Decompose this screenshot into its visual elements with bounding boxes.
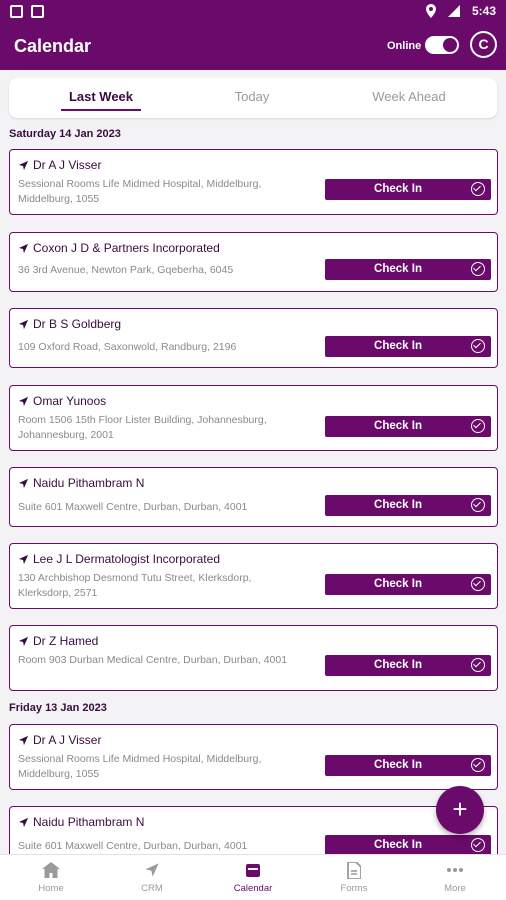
- check-circle-icon: [471, 498, 485, 512]
- location-icon: [426, 4, 436, 18]
- check-in-label: Check In: [374, 839, 422, 851]
- navigation-icon: [18, 735, 29, 746]
- image-notification-icon: [10, 5, 23, 18]
- check-in-label: Check In: [374, 659, 422, 671]
- navigation-icon: [18, 319, 29, 330]
- appointment-name: Dr A J Visser: [33, 733, 102, 747]
- check-in-button[interactable]: [325, 259, 491, 280]
- online-label: Online: [387, 40, 422, 52]
- appointment-address: 130 Archbishop Desmond Tutu Street, Klerksdorp, Klerksdorp, 2571: [18, 572, 252, 599]
- check-circle-icon: [471, 577, 485, 591]
- toggle-knob: [443, 38, 457, 52]
- home-icon: [42, 862, 60, 878]
- nav-label: More: [444, 883, 466, 894]
- appointment-card[interactable]: [9, 149, 498, 215]
- appointment-address: Suite 601 Maxwell Centre, Durban, Durban, 4001: [18, 840, 248, 852]
- status-time: 5:43: [471, 4, 496, 18]
- nav-label: CRM: [141, 883, 163, 894]
- appointment-card[interactable]: [9, 806, 498, 854]
- appointment-address: 109 Oxford Road, Saxonwold, Randburg, 2196: [18, 341, 237, 353]
- day-header: Friday 13 Jan 2023: [9, 702, 107, 714]
- appointment-address: Sessional Rooms Life Midmed Hospital, Middelburg, Middelburg, 1055: [18, 753, 262, 780]
- navigation-icon: [18, 554, 29, 565]
- check-in-button[interactable]: [325, 179, 491, 200]
- check-in-label: Check In: [374, 263, 422, 275]
- bottom-nav: [0, 854, 506, 900]
- check-in-label: Check In: [374, 183, 422, 195]
- appointment-address: 36 3rd Avenue, Newton Park, Gqeberha, 6045: [18, 264, 234, 276]
- avatar[interactable]: C: [470, 31, 497, 58]
- day-header: Saturday 14 Jan 2023: [9, 128, 121, 140]
- appointment-name: Naidu Pithambram N: [33, 476, 145, 490]
- tab-week-ahead[interactable]: Week Ahead: [372, 89, 446, 104]
- online-toggle[interactable]: [425, 36, 459, 54]
- calendar-icon: [245, 862, 261, 878]
- nav-item-home[interactable]: [11, 861, 91, 894]
- appointment-name: Naidu Pithambram N: [33, 815, 145, 829]
- check-circle-icon: [471, 758, 485, 772]
- nav-item-more[interactable]: [415, 861, 495, 894]
- appointment-address: Room 903 Durban Medical Centre, Durban, Durban, 4001: [18, 654, 288, 666]
- check-circle-icon: [471, 658, 485, 672]
- more-dots-icon: [446, 867, 464, 873]
- check-in-button[interactable]: [325, 574, 491, 595]
- appointment-name: Lee J L Dermatologist Incorporated: [33, 552, 220, 566]
- appointment-name: Dr B S Goldberg: [33, 317, 122, 331]
- nav-item-crm[interactable]: [112, 861, 192, 894]
- nav-label: Home: [38, 883, 64, 894]
- appointment-card[interactable]: [9, 467, 498, 527]
- document-icon: [347, 862, 361, 879]
- check-in-button[interactable]: [325, 416, 491, 437]
- appointment-card[interactable]: [9, 724, 498, 790]
- navigation-icon: [18, 160, 29, 171]
- check-in-button[interactable]: [325, 755, 491, 776]
- navigation-icon: [18, 636, 29, 647]
- nav-label: Forms: [340, 883, 368, 894]
- nav-item-calendar[interactable]: [213, 861, 293, 894]
- navigation-icon: [18, 817, 29, 828]
- navigation-icon: [18, 478, 29, 489]
- app-notification-icon: [31, 5, 44, 18]
- appointment-card[interactable]: [9, 308, 498, 368]
- check-circle-icon: [471, 419, 485, 433]
- check-in-button[interactable]: [325, 336, 491, 357]
- page-title: Calendar: [14, 36, 92, 56]
- appointment-card[interactable]: [9, 625, 498, 691]
- navigation-icon: [144, 862, 160, 878]
- check-in-button[interactable]: [325, 495, 491, 516]
- check-circle-icon: [471, 339, 485, 353]
- check-in-label: Check In: [374, 578, 422, 590]
- period-tabs: [9, 78, 497, 118]
- nav-item-forms[interactable]: [314, 861, 394, 894]
- navigation-icon: [18, 396, 29, 407]
- check-in-label: Check In: [374, 340, 422, 352]
- signal-icon: [448, 5, 460, 17]
- appointment-address: Suite 601 Maxwell Centre, Durban, Durban, 4001: [18, 501, 248, 513]
- appointment-name: Omar Yunoos: [33, 394, 107, 408]
- check-in-button[interactable]: [325, 835, 491, 854]
- appointment-card[interactable]: [9, 385, 498, 451]
- appointment-address: Sessional Rooms Life Midmed Hospital, Middelburg, Middelburg, 1055: [18, 178, 262, 205]
- nav-label: Calendar: [233, 883, 273, 894]
- tab-last-week[interactable]: Last Week: [61, 89, 141, 104]
- appointment-name: Coxon J D & Partners Incorporated: [33, 241, 220, 255]
- check-circle-icon: [471, 262, 485, 276]
- navigation-icon: [18, 243, 29, 254]
- appointment-name: Dr A J Visser: [33, 158, 102, 172]
- app-bar: [0, 24, 506, 70]
- tab-today[interactable]: Today: [234, 89, 270, 104]
- check-in-label: Check In: [374, 420, 422, 432]
- check-in-label: Check In: [374, 759, 422, 771]
- add-button[interactable]: +: [436, 786, 484, 834]
- check-circle-icon: [471, 838, 485, 852]
- appointment-card[interactable]: [9, 543, 498, 609]
- appointment-card[interactable]: [9, 232, 498, 292]
- appointment-list[interactable]: [0, 122, 506, 854]
- check-in-button[interactable]: [325, 655, 491, 676]
- appointment-address: Room 1506 15th Floor Lister Building, Johannesburg, Johannesburg, 2001: [18, 414, 267, 441]
- check-in-label: Check In: [374, 499, 422, 511]
- check-circle-icon: [471, 182, 485, 196]
- status-bar: [0, 0, 506, 24]
- appointment-name: Dr Z Hamed: [33, 634, 99, 648]
